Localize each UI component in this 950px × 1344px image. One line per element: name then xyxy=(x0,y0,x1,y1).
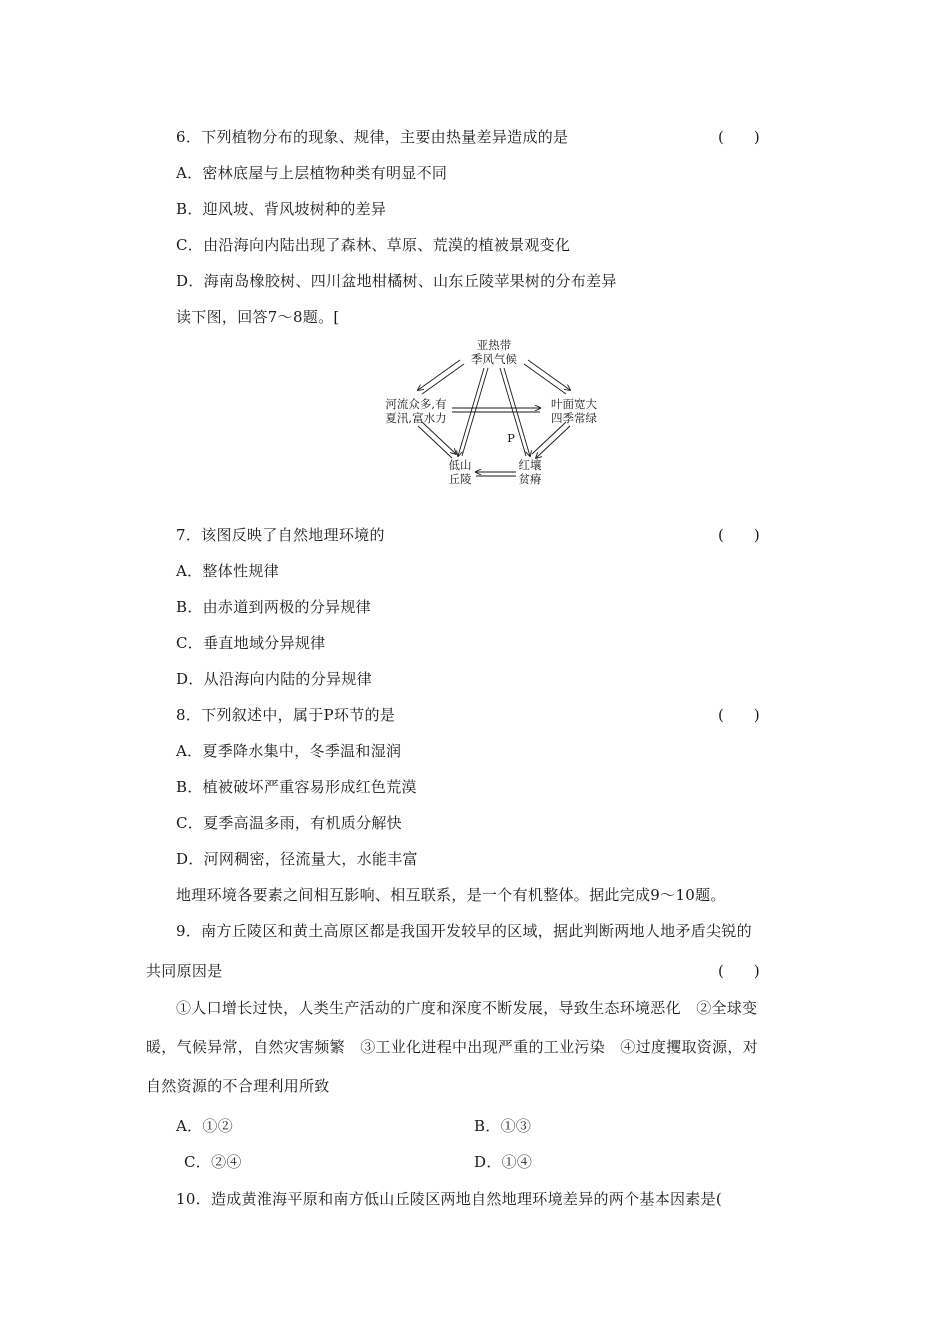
diagram-node-bottom-left-line2: 丘陵 xyxy=(448,472,472,486)
q6-option-a: A．密林底屋与上层植物种类有明显不同 xyxy=(176,164,448,182)
q8-stem: 8．下列叙述中，属于P环节的是 xyxy=(176,706,396,724)
diagram-node-right-line1: 叶面宽大 xyxy=(551,397,597,411)
diagram-node-right-line2: 四季常绿 xyxy=(551,411,597,425)
q7-option-d: D．从沿海向内陆的分异规律 xyxy=(176,670,372,688)
diagram-node-bottom-left-line1: 低山 xyxy=(448,458,472,472)
diagram-node-bottom-right-line1: 红壤 xyxy=(518,458,542,472)
q9-stem-line1: 9．南方丘陵区和黄土高原区都是我国开发较早的区域，据此判断两地人地矛盾尖锐的 xyxy=(176,922,752,940)
q7-stem: 7．该图反映了自然地理环境的 xyxy=(176,526,385,544)
q7-option-a: A．整体性规律 xyxy=(176,562,279,580)
q6-stem: 6．下列植物分布的现象、规律，主要由热量差异造成的是 xyxy=(176,128,569,146)
q9-option-c: C．②④ xyxy=(184,1153,242,1171)
q7-option-b: B．由赤道到两极的分异规律 xyxy=(176,598,371,616)
q7-option-c: C．垂直地域分异规律 xyxy=(176,634,326,652)
q6-option-b: B．迎风坡、背风坡树种的差异 xyxy=(176,200,387,218)
q9-body-line2: 暖，气候异常，自然灾害频繁 ③工业化进程中出现严重的工业污染 ④过度攫取资源，对 xyxy=(146,1038,759,1056)
q9-option-b: B．①③ xyxy=(474,1117,532,1135)
q8-option-a: A．夏季降水集中，冬季温和湿润 xyxy=(176,742,402,760)
intro-7-8: 读下图，回答7～8题。[ xyxy=(176,308,340,326)
q9-option-d: D．①④ xyxy=(474,1153,533,1171)
q9-body-line1: ①人口增长过快，人类生产活动的广度和深度不断发展，导致生态环境恶化 ②全球变 xyxy=(176,999,758,1017)
q6-option-c: C．由沿海向内陆出现了森林、草原、荒漠的植被景观变化 xyxy=(176,236,571,254)
q9-option-a: A．①② xyxy=(176,1117,234,1135)
intro-9-10: 地理环境各要素之间相互影响、相互联系，是一个有机整体。据此完成9～10题。 xyxy=(176,886,726,904)
q6-option-d: D．海南岛橡胶树、四川盆地柑橘树、山东丘陵苹果树的分布差异 xyxy=(176,272,617,290)
diagram-node-top-line2: 季风气候 xyxy=(471,352,517,366)
q8-answer-paren: ( ) xyxy=(718,706,760,724)
diagram-node-left-line1: 河流众多,有 xyxy=(385,397,447,411)
q9-body-line3: 自然资源的不合理利用所致 xyxy=(146,1077,330,1095)
q8-option-b: B．植被破坏严重容易形成红色荒漠 xyxy=(176,778,417,796)
q7-answer-paren: ( ) xyxy=(718,526,760,544)
diagram-node-bottom-right-line2: 贫瘠 xyxy=(518,472,542,486)
diagram-node-top-line1: 亚热带 xyxy=(476,338,512,352)
q10-stem: 10．造成黄淮海平原和南方低山丘陵区两地自然地理环境差异的两个基本因素是( xyxy=(176,1190,723,1208)
q8-option-d: D．河网稠密，径流量大，水能丰富 xyxy=(176,850,418,868)
q9-stem-line2: 共同原因是 xyxy=(146,962,223,980)
q8-option-c: C．夏季高温多雨，有机质分解快 xyxy=(176,814,402,832)
environment-cycle-diagram xyxy=(380,338,610,493)
q9-answer-paren: ( ) xyxy=(718,962,760,980)
diagram-node-left-line2: 夏汛,富水力 xyxy=(385,411,447,425)
q6-answer-paren: ( ) xyxy=(718,128,760,146)
diagram-label-p: P xyxy=(507,431,515,445)
